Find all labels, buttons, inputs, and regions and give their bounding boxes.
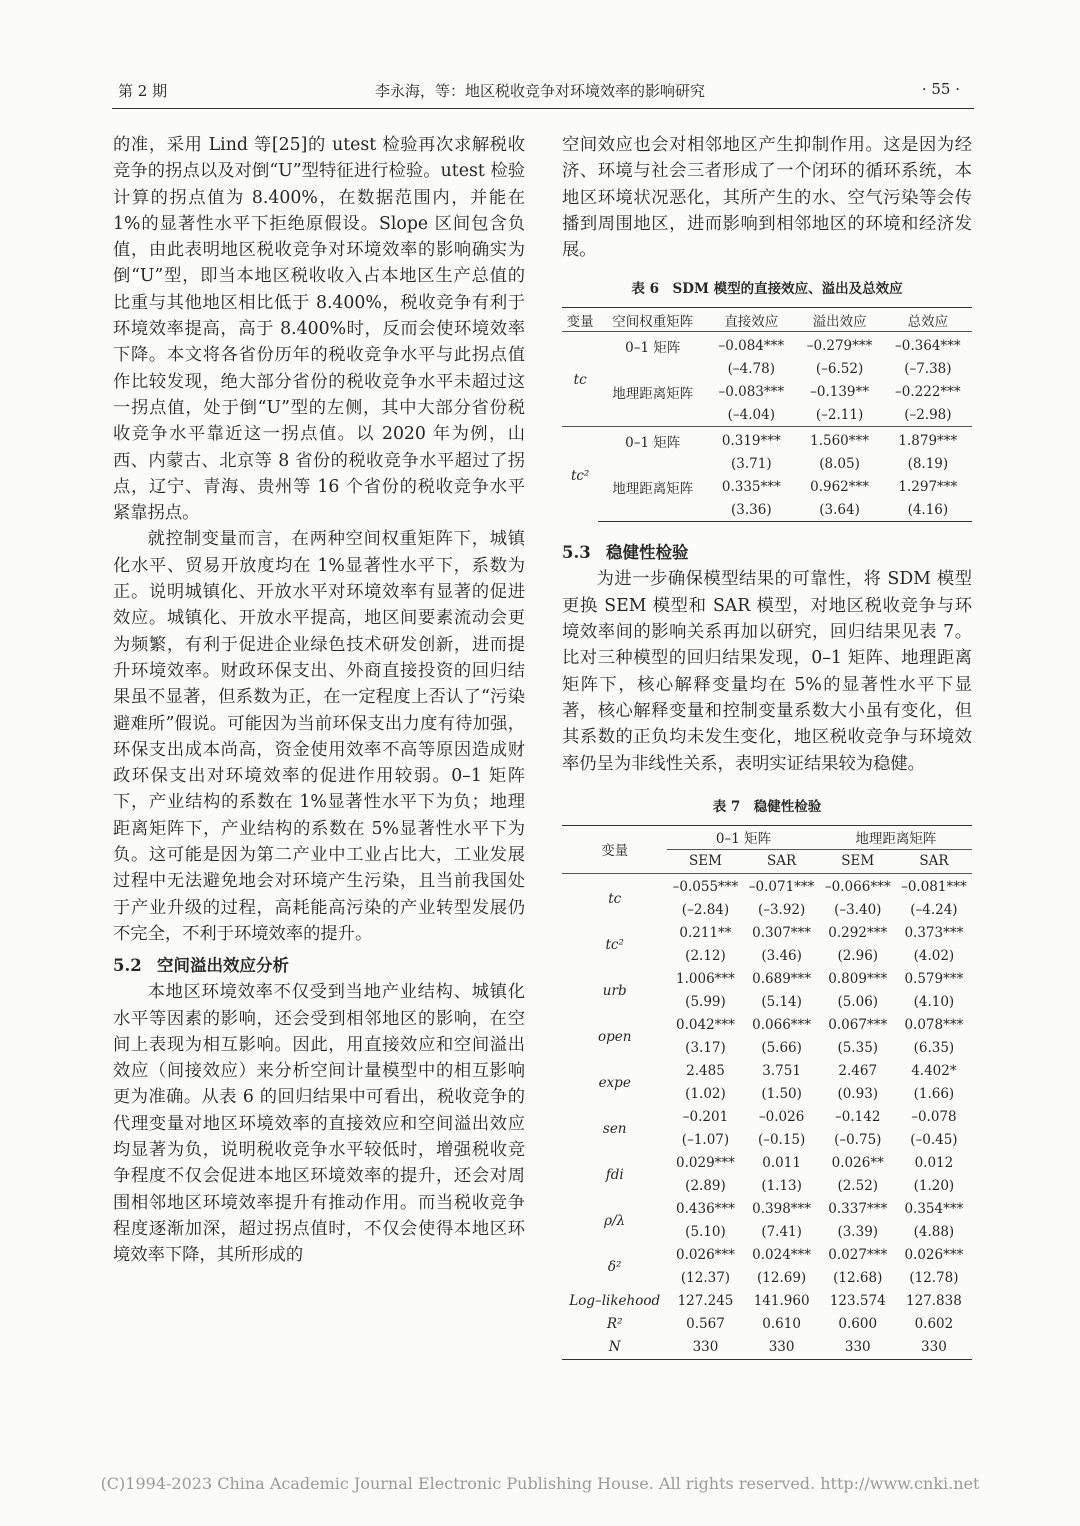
t-stat-cell: (5.66)	[761, 1040, 802, 1057]
coef-cell: 0.026***	[904, 1247, 964, 1264]
variable-cell: N	[562, 1336, 667, 1360]
coef-cell: 3.751	[762, 1063, 801, 1080]
coef-cell: 0.211**	[679, 925, 732, 942]
variable-cell: tc	[608, 890, 622, 907]
blank-cell	[598, 403, 707, 427]
t-stat-cell: (–7.38)	[904, 360, 952, 377]
stat-cell: 0.600	[838, 1316, 878, 1333]
group-header: 0–1 矩阵	[667, 825, 819, 849]
coef-cell: 1.560***	[810, 432, 870, 449]
t-stat-cell: (5.99)	[685, 994, 726, 1011]
paragraph: 的准，采用 Lind 等[25]的 utest 检验再次求解税收竞争的拐点以及对倒“U”型特征进行检验。utest 检验计算的拐点值为 8.400%，在数据范围内，并能在 1%的显著性水平下拒绝原假设。Slope 区间包含负值，由此表明地区税收竞争对环境效率的影响确实为倒“U”型，即当本地区税收收入占本地区生产总值的比重与其他地区相比低于 8.400%，税收竞争有利于环境效率提高，高于 8.400%时，反而会使环境效率下降。本文将各省份历年的税收竞争水平与此拐点值作比较发现，绝大部分省份的税收竞争水平未超过这一拐点值，处于倒“U”型的左侧，其中大部分省份税收竞争水平靠近这一拐点值。以 2020 年为例，山西、内蒙古、北京等 8 省份的税收竞争水平超过了拐点，辽宁、青海、贵州等 16 个省份的税收竞争水平紧靠拐点。	[113, 135, 525, 524]
coef-cell: 0.809***	[828, 971, 888, 988]
coef-cell: 0.962***	[810, 478, 870, 495]
coef-cell: –0.071***	[748, 879, 815, 896]
coef-cell: 2.485	[686, 1063, 725, 1080]
t-stat-cell: (5.10)	[685, 1224, 726, 1241]
group-header: 地理距离矩阵	[820, 825, 972, 849]
coef-cell: 0.042***	[676, 1017, 735, 1034]
coef-cell: 0.337***	[828, 1201, 888, 1218]
table-row	[562, 1290, 972, 1313]
table-row	[562, 1244, 972, 1267]
coef-cell: –0.083***	[718, 383, 785, 400]
t-stat-cell: (2.96)	[837, 948, 879, 965]
coef-cell: –0.066***	[824, 879, 891, 896]
t-stat-cell: (12.69)	[757, 1270, 807, 1287]
paragraph: 就控制变量而言，在两种空间权重矩阵下，城镇化水平、贸易开放度均在 1%显著性水平下，系数为正。说明城镇化、开放水平对环境效率有显著的促进效应。城镇化、开放水平提高，地区间要素流动会更为频繁，有利于促进企业绿色技术研发创新，进而提升环境效率。财政环保支出、外商直接投资的回归结果虽不显著，但系数为正，在一定程度上否认了“污染避难所”假说。可能因为当前环保支出力度有待加强，环保支出成本尚高，资金使用效率不高等原因造成财政环保支出对环境效率的促进作用较弱。0–1 矩阵下，产业结构的系数在 1%显著性水平下为负；地理距离矩阵下，产业结构的系数在 5%显著性水平下为负。这可能是因为第二产业中工业占比大，工业发展过程中无法避免地会对环境产生污染，且当前我国处于产业升级的过程，高耗能高污染的产业转型发展仍不完全，不利于环境效率的提升。	[113, 529, 525, 944]
coef-cell: 0.292***	[828, 925, 888, 942]
table-row	[562, 452, 972, 475]
table7-caption: 表 7 稳健性检验	[712, 798, 822, 815]
t-stat-cell: (5.14)	[761, 994, 802, 1011]
coef-cell: –0.055***	[672, 879, 739, 896]
table-header-row	[562, 825, 972, 849]
coef-cell: 0.354***	[904, 1201, 964, 1218]
table-row	[562, 968, 972, 991]
stat-cell: 330	[744, 1336, 820, 1360]
coef-cell: 0.067***	[828, 1017, 888, 1034]
table-row	[562, 1106, 972, 1129]
t-stat-cell: (2.12)	[685, 948, 726, 965]
t-stat-cell: (12.68)	[833, 1270, 883, 1287]
matrix-cell: 地理距离矩阵	[612, 385, 694, 402]
column-header: 变量	[562, 825, 667, 873]
coef-cell: 0.029***	[676, 1155, 735, 1172]
t-stat-cell: (12.37)	[680, 1270, 731, 1287]
coef-cell: 0.026***	[676, 1247, 735, 1264]
t-stat-cell: (3.17)	[685, 1040, 726, 1057]
right-column	[562, 132, 972, 1360]
stat-cell: 0.610	[762, 1316, 801, 1333]
t-stat-cell: (12.78)	[909, 1270, 959, 1287]
coef-cell: 0.689***	[752, 971, 812, 988]
t-stat-cell: (8.19)	[907, 455, 949, 472]
column-header: 直接效应	[707, 308, 795, 332]
t-stat-cell: (–2.11)	[815, 406, 864, 423]
coef-cell: –0.081***	[901, 879, 967, 896]
coef-cell: –0.142	[835, 1109, 881, 1126]
table-row	[562, 1313, 972, 1336]
stat-cell: 330	[667, 1336, 743, 1360]
t-stat-cell: (5.06)	[837, 994, 879, 1011]
coef-cell: –0.078	[911, 1109, 957, 1126]
t-stat-cell: (0.93)	[837, 1086, 879, 1103]
variable-cell: R²	[606, 1316, 623, 1333]
t-stat-cell: (3.46)	[761, 948, 802, 965]
t-stat-cell: (3.71)	[731, 455, 772, 472]
t-stat-cell: (8.05)	[819, 455, 860, 472]
table-row	[562, 1198, 972, 1221]
t-stat-cell: (4.10)	[913, 994, 955, 1011]
copyright-footer: (C)1994-2023 China Academic Journal Electronic Publishing House. All rights reserved. http://www.cnki.net	[100, 1474, 980, 1493]
t-stat-cell: (1.13)	[761, 1178, 802, 1195]
variable-cell: expe	[598, 1074, 631, 1091]
variable-cell: tc²	[605, 936, 624, 953]
t-stat-cell: (4.16)	[884, 498, 972, 522]
table-row	[562, 922, 972, 945]
coef-cell: 2.467	[838, 1063, 878, 1080]
t-stat-cell: (–2.98)	[904, 406, 952, 423]
table-row	[562, 357, 972, 380]
blank-cell	[598, 357, 707, 380]
coef-cell: 0.027***	[828, 1247, 888, 1264]
section-heading-5-3	[562, 540, 972, 566]
t-stat-cell: (3.39)	[837, 1224, 879, 1241]
coef-cell: 1.006***	[676, 971, 735, 988]
t-stat-cell: (–3.92)	[757, 902, 806, 919]
section-number: 5.2	[113, 956, 142, 976]
t-stat-cell: (2.89)	[685, 1178, 726, 1195]
table7	[562, 825, 972, 1360]
table-header-row	[562, 308, 972, 332]
coef-cell: –0.026	[758, 1109, 805, 1126]
t-stat-cell: (1.20)	[913, 1178, 955, 1195]
t-stat-cell: (–4.04)	[727, 406, 775, 423]
stat-cell: 141.960	[753, 1293, 810, 1310]
column-header: SEM	[689, 853, 722, 870]
coef-cell: 0.012	[914, 1155, 954, 1172]
t-stat-cell: (–1.07)	[681, 1132, 730, 1149]
matrix-cell: 地理距离矩阵	[612, 480, 694, 497]
header-rule	[112, 108, 974, 109]
t-stat-cell: (1.66)	[913, 1086, 955, 1103]
coef-cell: 0.579***	[904, 971, 964, 988]
t-stat-cell: (1.02)	[685, 1086, 726, 1103]
running-title: 李永海，等：地区税收竞争对环境效率的影响研究	[374, 82, 705, 100]
table-row	[562, 1060, 972, 1083]
table-row	[562, 1014, 972, 1037]
t-stat-cell: (3.64)	[795, 498, 883, 522]
blank-cell	[598, 498, 707, 522]
t-stat-cell: (–6.52)	[815, 360, 864, 377]
variable-cell: δ²	[607, 1258, 622, 1275]
t-stat-cell: (–4.78)	[727, 360, 775, 377]
page-number: · 55 ·	[921, 80, 960, 98]
coef-cell: –0.139**	[810, 383, 870, 400]
column-header: 空间权重矩阵	[598, 308, 707, 332]
stat-cell: 127.838	[906, 1293, 962, 1310]
coef-cell: –0.084***	[718, 337, 785, 354]
section-title: 空间溢出效应分析	[157, 956, 289, 976]
t-stat-cell: (6.35)	[913, 1040, 955, 1057]
column-header: SAR	[919, 853, 949, 870]
t-stat-cell: (1.50)	[761, 1086, 802, 1103]
variable-cell: open	[597, 1028, 632, 1045]
variable-cell: tc	[573, 372, 587, 389]
coef-cell: 0.066***	[752, 1017, 812, 1034]
stat-cell: 330	[820, 1336, 896, 1360]
table-row	[562, 475, 972, 498]
stat-cell: 0.567	[686, 1316, 725, 1333]
variable-cell: urb	[602, 982, 627, 999]
t-stat-cell: (–0.75)	[834, 1132, 882, 1149]
table-row	[562, 1152, 972, 1175]
coef-cell: 1.297***	[898, 478, 958, 495]
stat-cell: 0.602	[914, 1316, 954, 1333]
table-row	[562, 498, 972, 522]
t-stat-cell: (–0.15)	[757, 1132, 806, 1149]
coef-cell: 4.402*	[911, 1063, 957, 1080]
section-title: 稳健性检验	[606, 543, 689, 563]
t-stat-cell: (–4.24)	[910, 902, 958, 919]
journal-issue: 第 2 期	[118, 82, 168, 100]
t-stat-cell: (–3.40)	[834, 902, 882, 919]
column-header: 总效应	[884, 308, 972, 332]
variable-cell: tc²	[570, 467, 590, 484]
paragraph: 空间效应也会对相邻地区产生抑制作用。这是因为经济、环境与社会三者形成了一个闭环的循环系统，本地区环境状况恶化，其所产生的水、空气污染等会传播到周围地区，进而影响到相邻地区的环境和经济发展。	[562, 135, 972, 261]
t-stat-cell: (2.52)	[837, 1178, 879, 1195]
t-stat-cell: (4.88)	[913, 1224, 955, 1241]
variable-cell: ρ/λ	[604, 1212, 626, 1229]
coef-cell: 0.319***	[721, 432, 781, 449]
table-row	[562, 876, 972, 899]
coef-cell: 0.373***	[904, 925, 964, 942]
coef-cell: 1.879***	[898, 432, 958, 449]
paragraph: 为进一步确保模型结果的可靠性，将 SDM 模型更换 SEM 模型和 SAR 模型，对地区税收竞争与环境效率间的影响关系再加以研究，回归结果见表 7。比对三种模型的回归结果发现，0–1 矩阵、地理距离矩阵下，核心解释变量均在 5%的显著性水平下显著，核心解释变量和控制变量系数大小虽有变化，但其系数的正负均未发生变化，地区税收竞争与环境效率仍呈为非线性关系，表明实证结果较为稳健。	[562, 569, 972, 774]
variable-cell: Log–likehood	[569, 1293, 661, 1310]
table6	[562, 307, 972, 522]
section-number: 5.3	[562, 543, 591, 563]
table-row	[562, 380, 972, 403]
column-header: SAR	[767, 853, 797, 870]
t-stat-cell: (–2.84)	[681, 902, 730, 919]
coef-cell: 0.398***	[752, 1201, 812, 1218]
matrix-cell: 0–1 矩阵	[625, 339, 681, 356]
variable-cell: fdi	[605, 1166, 624, 1183]
coef-cell: 0.078***	[904, 1017, 964, 1034]
stat-cell: 123.574	[829, 1293, 886, 1310]
coef-cell: –0.279***	[806, 337, 873, 354]
paragraph: 本地区环境效率不仅受到当地产业结构、城镇化水平等因素的影响，还会受到相邻地区的影响，在空间上表现为相互影响。因此，用直接效应和空间溢出效应（间接效应）来分析空间计量模型中的相互影响更为准确。从表 6 的回归结果中可看出，税收竞争的代理变量对地区环境效率的直接效应和空间溢出效应均显著为负，说明税收竞争水平较低时，增强税收竞争程度不仅会促进本地区环境效率的提升，还会对周围相邻地区环境效率提升有推动作用。而当税收竞争程度逐渐加深，超过拐点值时，不仅会使得本地区环境效率下降，其所形成的	[113, 982, 525, 1266]
t-stat-cell: (5.35)	[837, 1040, 879, 1057]
column-header: SEM	[841, 853, 875, 870]
coef-cell: –0.364***	[895, 337, 961, 354]
t-stat-cell: (3.36)	[707, 498, 795, 522]
table-row	[562, 1336, 972, 1360]
stat-cell: 330	[896, 1336, 972, 1360]
t-stat-cell: (4.02)	[913, 948, 955, 965]
section-heading-5-2	[113, 953, 525, 979]
table-row	[562, 403, 972, 427]
column-header: 溢出效应	[795, 308, 883, 332]
stat-cell: 127.245	[677, 1293, 734, 1310]
t-stat-cell: (–0.45)	[910, 1132, 958, 1149]
coef-cell: 0.335***	[721, 478, 781, 495]
coef-cell: –0.201	[682, 1109, 729, 1126]
coef-cell: –0.222***	[895, 383, 961, 400]
table-row	[562, 429, 972, 452]
coef-cell: 0.307***	[752, 925, 812, 942]
blank-cell	[598, 452, 707, 475]
coef-cell: 0.026**	[831, 1155, 884, 1172]
variable-cell: sen	[602, 1120, 627, 1137]
coef-cell: 0.011	[762, 1155, 801, 1172]
table6-caption: 表 6 SDM 模型的直接效应、溢出及总效应	[631, 281, 903, 298]
t-stat-cell: (7.41)	[761, 1224, 802, 1241]
column-header: 变量	[562, 308, 598, 332]
coef-cell: 0.024***	[752, 1247, 812, 1264]
coef-cell: 0.436***	[676, 1201, 735, 1218]
table-row	[562, 334, 972, 357]
matrix-cell: 0–1 矩阵	[625, 434, 681, 451]
left-column	[113, 132, 525, 1268]
